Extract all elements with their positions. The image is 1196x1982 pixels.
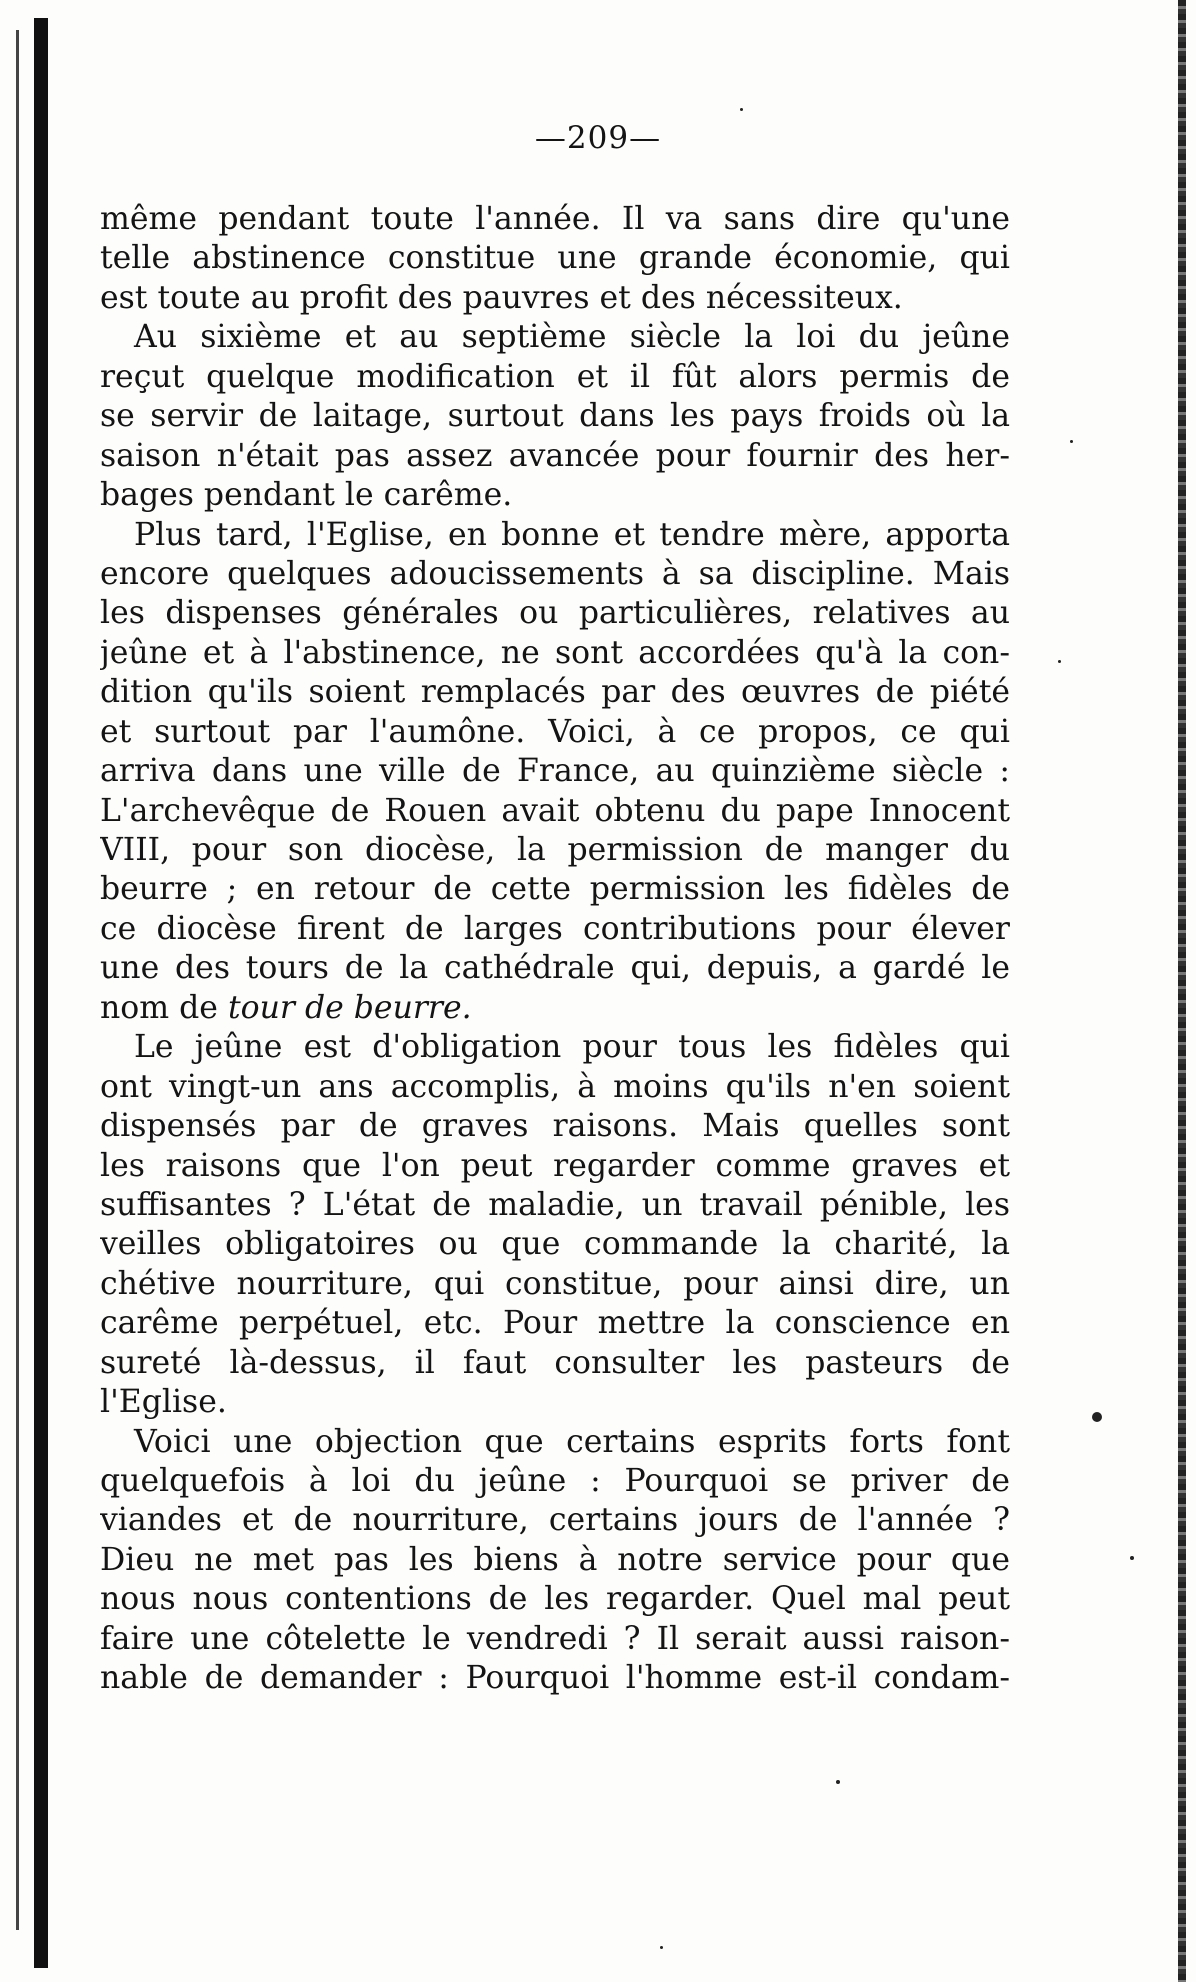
scan-speck [1070, 440, 1073, 443]
text-line: les dispenses générales ou particulières, relatives au [100, 595, 1010, 632]
text-line: sureté là-dessus, il faut consulter les pasteurs de [100, 1344, 1010, 1381]
text-line: se servir de laitage, surtout dans les pays froids où la [100, 398, 1010, 435]
text-line: VIII, pour son diocèse, la permission de manger du [100, 832, 1010, 868]
text-line: quelquefois à loi du jeûne : Pourquoi se priver de [100, 1463, 1010, 1499]
text-line: est toute au profit des pauvres et des nécessiteux. [100, 279, 903, 316]
text-line: telle abstinence constitue une grande économie, qui [100, 240, 1010, 277]
text-line: Plus tard, l'Eglise, en bonne et tendre mère, apporta [134, 516, 1010, 553]
page-number: —209— [534, 120, 662, 156]
text-line: L'archevêque de Rouen avait obtenu du pape Innocent [100, 792, 1010, 829]
scan-speck [740, 108, 743, 111]
body-text [100, 200, 1010, 1699]
text-line: saison n'était pas assez avancée pour fournir des her- [100, 437, 1010, 474]
text-line: jeûne et à l'abstinence, ne sont accordées qu'à la con- [100, 634, 1010, 671]
text-line: faire une côtelette le vendredi ? Il serait aussi raison- [100, 1620, 1010, 1657]
text-line: Au sixième et au septième siècle la loi du jeûne [134, 319, 1010, 356]
scan-speck [836, 1780, 840, 1784]
text-line: suffisantes ? L'état de maladie, un travail pénible, les [100, 1186, 1010, 1223]
scan-speck [660, 1946, 663, 1949]
text-line: chétive nourriture, qui constitue, pour ainsi dire, un [100, 1265, 1010, 1302]
text-line: reçut quelque modification et il fût alors permis de [100, 358, 1010, 395]
text-line: Le jeûne est d'obligation pour tous les fidèles qui [134, 1029, 1010, 1066]
text-line: nom de tour de beurre. [100, 989, 472, 1026]
scan-speck [1130, 1556, 1134, 1560]
text-line: Dieu ne met pas les biens à notre service pour que [100, 1541, 1010, 1578]
text-line: dition qu'ils soient remplacés par des œuvres de piété [100, 674, 1010, 711]
italic-phrase: tour de beurre. [227, 989, 472, 1026]
text-line: l'Eglise. [100, 1384, 227, 1421]
text-line: et surtout par l'aumône. Voici, à ce propos, ce qui [100, 713, 1010, 750]
scan-speck [1058, 660, 1061, 663]
text-line: Voici une objection que certains esprits forts font [134, 1423, 1010, 1460]
text-line: une des tours de la cathédrale qui, depuis, a gardé le [100, 950, 1010, 987]
text-line: nable de demander : Pourquoi l'homme est-il condam- [100, 1660, 1010, 1697]
text-line: viandes et de nourriture, certains jours de l'année ? [100, 1502, 1010, 1539]
text-line: bages pendant le carême. [100, 477, 513, 514]
text-line: même pendant toute l'année. Il va sans dire qu'une [100, 201, 1010, 237]
text-line: beurre ; en retour de cette permission les fidèles de [100, 871, 1010, 908]
scan-edge-left [34, 18, 48, 1968]
scan-edge-right [1178, 0, 1186, 1982]
text-line: veilles obligatoires ou que commande la charité, la [100, 1226, 1010, 1263]
scan-speck [1092, 1412, 1102, 1422]
text-line: ce diocèse firent de larges contributions pour élever [100, 910, 1010, 947]
text-line: carême perpétuel, etc. Pour mettre la conscience en [100, 1305, 1010, 1342]
text-line: nous nous contentions de les regarder. Quel mal peut [100, 1581, 1010, 1618]
text-line: ont vingt-un ans accomplis, à moins qu'ils n'en soient [100, 1068, 1010, 1105]
text-line: les raisons que l'on peut regarder comme graves et [100, 1147, 1010, 1184]
scan-edge-left-thin [16, 30, 19, 1930]
text-line: dispensés par de graves raisons. Mais quelles sont [100, 1108, 1010, 1145]
text-line: encore quelques adoucissements à sa discipline. Mais [100, 555, 1010, 592]
text-line: arriva dans une ville de France, au quinzième siècle : [100, 753, 1010, 790]
